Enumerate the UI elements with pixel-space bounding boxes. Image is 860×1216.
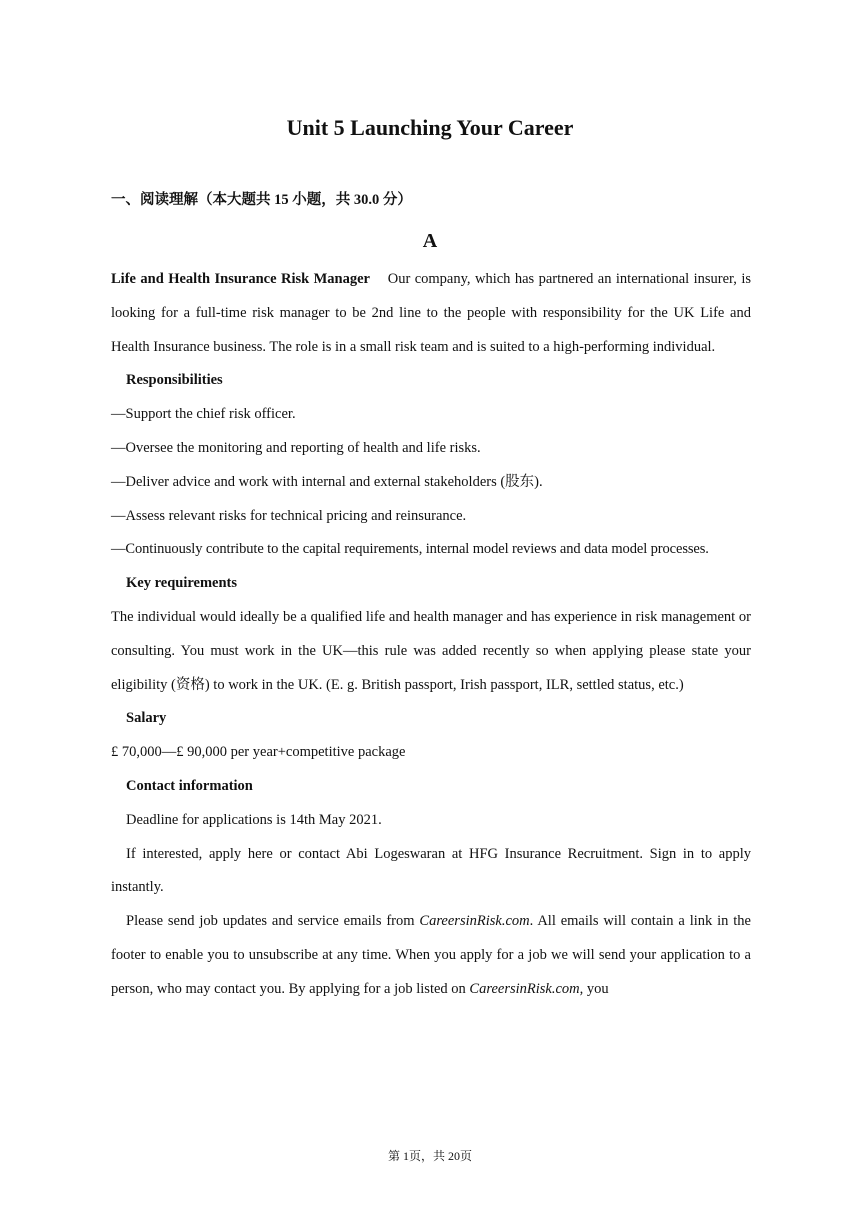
responsibility-item: —Assess relevant risks for technical pricing and reinsurance. [111, 507, 467, 524]
job-intro-paragraph [111, 263, 751, 364]
notice-text: . All emails will contain a link in the footer to enable you to unsubscribe at any time. When you apply for a job we will send your application to a person, who may contact you. By applying for a job listed on [111, 913, 751, 997]
passage-body [111, 263, 751, 1007]
key-requirements-heading: Key requirements [126, 575, 238, 592]
key-requirements-text: The individual would ideally be a qualified life and health manager and has experience in risk management or consulting. You must work in the UK—this rule was added recently so when applying please state your eligibility (资格) to work in the UK. (E. g. British passport, Irish passport, ILR, settled status, etc.) [111, 608, 751, 693]
job-intro-text: Our company, which has partnered an international insurer, is looking for a full-time risk manager to be 2nd line to the people with responsibility for the UK Life and Health Insurance business. The role is in a small risk team and is suited to a high-performing individual. [111, 271, 752, 355]
notice-paragraph [111, 905, 751, 1006]
responsibility-item: —Deliver advice and work with internal and external stakeholders (股东). [111, 473, 543, 490]
contact-heading: Contact information [126, 777, 253, 794]
notice-text: Please send job updates and service emails from [126, 913, 420, 930]
responsibility-item: —Oversee the monitoring and reporting of health and life risks. [111, 439, 481, 456]
salary-heading: Salary [126, 710, 167, 727]
responsibility-item: —Continuously contribute to the capital requirements, internal model reviews and data model processes. [111, 541, 709, 558]
notice-text: you [583, 980, 609, 997]
site-name: CareersinRisk.com [419, 913, 530, 930]
contact-apply: If interested, apply here or contact Abi Logeswaran at HFG Insurance Recruitment. Sign in to apply instantly. [111, 845, 751, 896]
contact-deadline: Deadline for applications is 14th May 2021. [126, 811, 382, 828]
job-title: Life and Health Insurance Risk Manager [111, 271, 370, 287]
salary-text: £ 70,000—£ 90,000 per year+competitive package [111, 744, 406, 761]
passage-letter: A [422, 230, 438, 252]
responsibility-item: —Support the chief risk officer. [111, 406, 296, 423]
site-name: CareersinRisk.com, [469, 980, 584, 997]
section-heading: 一、阅读理解（本大题共 15 小题，共 30.0 分） [111, 192, 412, 208]
responsibilities-heading: Responsibilities [126, 372, 223, 389]
page-number-footer: 第 1页，共 20页 [387, 1149, 472, 1163]
document-title: Unit 5 Launching Your Career [286, 115, 574, 140]
